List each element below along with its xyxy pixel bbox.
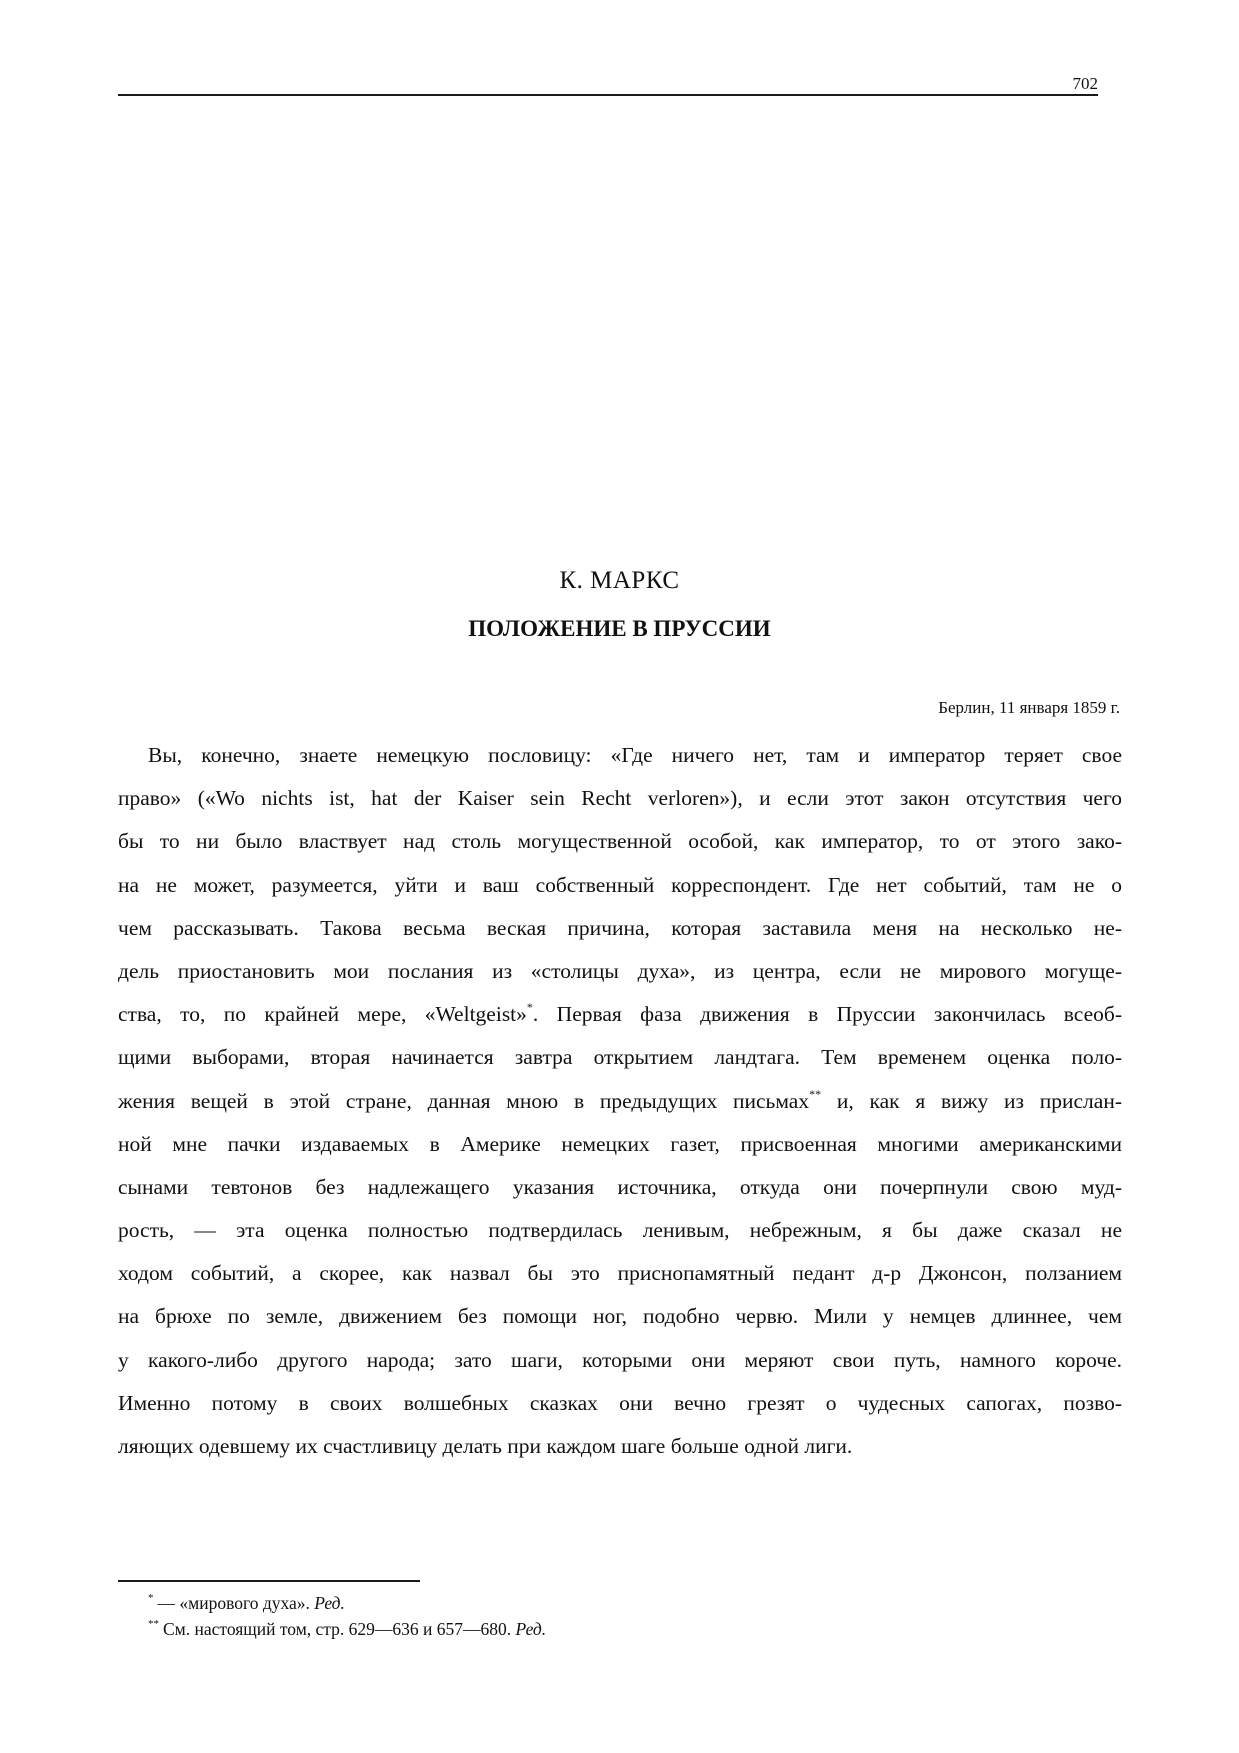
header-rule [118, 94, 1098, 96]
body-line-text: ства, то, по крайней мере, «Weltgeist» [118, 1002, 527, 1027]
footnote-marker: ** [148, 1618, 159, 1630]
body-line-with-ref [118, 1080, 1122, 1123]
body-line-with-ref [118, 993, 1122, 1036]
page-number: 702 [1072, 74, 1098, 93]
body-line: дель приостановить мои послания из «столицы духа», из центра, если не мирового могуще- [118, 958, 1122, 983]
body-line-text: . Первая фаза движения в Пруссии закончилась всеоб- [532, 1002, 1123, 1027]
body-line: ляющих одевшему их счастливицу делать при каждом шаге больше одной лиги. [118, 1434, 853, 1458]
footnote-text: — «мирового духа». [157, 1593, 315, 1613]
body-line-text: жения вещей в этой стране, данная мною в предыдущих письмах [118, 1088, 810, 1113]
body-line: сынами тевтонов без надлежащего указания источника, откуда они почерпнули свою муд- [118, 1174, 1122, 1199]
body-line: на брюхе по земле, движением без помощи ног, подобно червю. Мили у немцев длиннее, чем [118, 1304, 1122, 1329]
footnote-rule [118, 1580, 420, 1582]
body-line: ходом событий, а скорее, как назвал бы это приснопамятный педант д-р Джонсон, ползанием [118, 1261, 1122, 1286]
footnotes [148, 1590, 1048, 1642]
body-line: Именно потому в своих волшебных сказках они вечно грезят о чудесных сапогах, позво- [118, 1390, 1122, 1415]
body-line: ной мне пачки издаваемых в Америке немецких газет, присвоенная многими американскими [118, 1131, 1122, 1156]
body-line: у какого-либо другого народа; зато шаги, которыми они меряют свои путь, намного короче. [118, 1347, 1122, 1372]
body-line: щими выборами, вторая начинается завтра открытием ландтага. Тем временем оценка поло- [118, 1045, 1122, 1070]
footnote-editor-note: Ред. [515, 1619, 547, 1639]
footnote-marker: * [148, 1592, 154, 1604]
article-title: ПОЛОЖЕНИЕ В ПРУССИИ [468, 616, 771, 641]
body-line: на не может, разумеется, уйти и ваш собственный корреспондент. Где нет событий, там не о [118, 872, 1122, 897]
footnote-ref-2[interactable]: ** [809, 1086, 822, 1101]
body-line: бы то ни было властвует над столь могущественной особой, как император, то от этого зако- [118, 829, 1122, 854]
body-line: Вы, конечно, знаете немецкую пословицу: «Где ничего нет, там и император теряет свое [148, 743, 1122, 767]
body-line: чем рассказывать. Такова весьма веская причина, которая заставила меня на несколько не- [118, 915, 1122, 940]
body-line: рость, — эта оценка полностью подтвердилась ленивым, небрежным, я бы даже сказал не [118, 1218, 1122, 1243]
article-body [118, 734, 1122, 1468]
body-line: право» («Wo nichts ist, hat der Kaiser sein Recht verloren»), и если этот закон отсутствия чего [118, 786, 1122, 811]
body-line-text: и, как я вижу из прислан- [821, 1088, 1122, 1113]
footnote-editor-note: Ред. [314, 1593, 345, 1613]
footnote-2 [148, 1616, 1048, 1642]
article-dateline: Берлин, 11 января 1859 г. [938, 698, 1120, 717]
article-author: К. МАРКС [559, 567, 680, 594]
footnote-1 [148, 1590, 1048, 1616]
footnote-text: См. настоящий том, стр. 629—636 и 657—680. [163, 1619, 516, 1639]
footnote-ref-1[interactable]: * [526, 1000, 533, 1015]
